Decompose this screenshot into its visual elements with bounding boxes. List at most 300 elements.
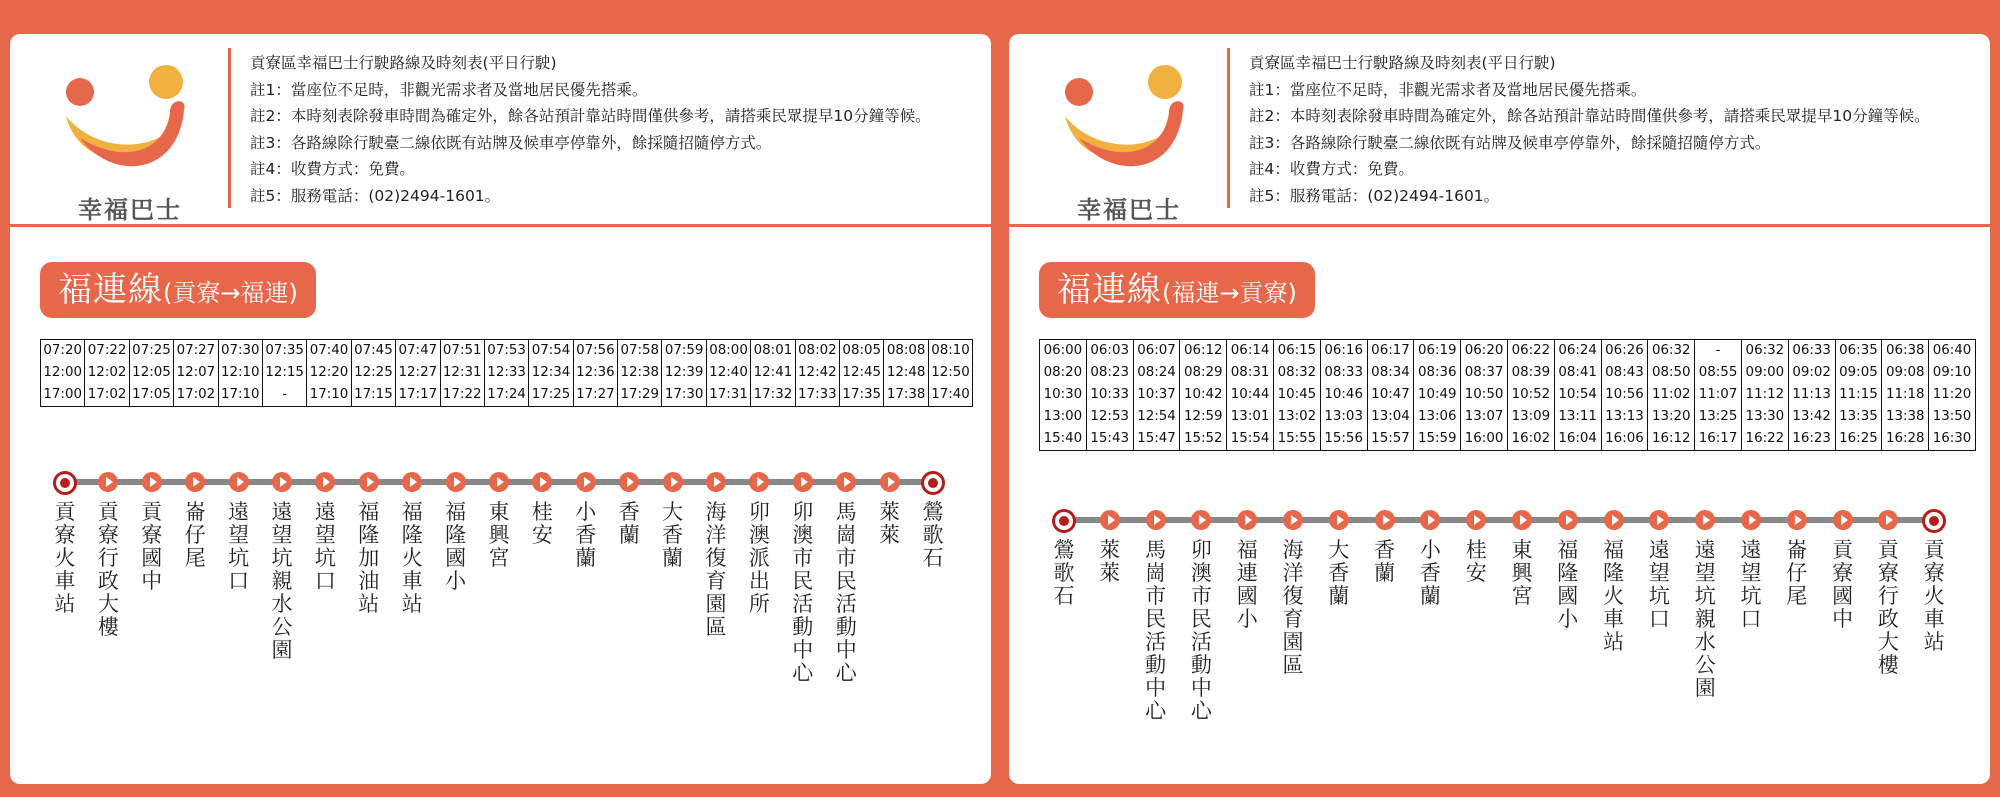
- departure-time: 06:19: [1417, 343, 1457, 358]
- timetable-column: [1835, 340, 1882, 451]
- stop-name: 遠望坑親水公園: [271, 500, 293, 662]
- stop-name: 東興宮: [1511, 538, 1533, 608]
- departure-time: 06:35: [1839, 343, 1878, 358]
- departure-time: 08:50: [1651, 365, 1691, 380]
- note-4: 註4：收費方式：免費。: [250, 160, 415, 179]
- departure-time: 11:12: [1745, 387, 1785, 402]
- stop-name: 海洋復育園區: [705, 500, 727, 639]
- timetable-row: [1040, 340, 1976, 451]
- timetable-column: [618, 340, 662, 407]
- stop-arrow-icon: [1512, 510, 1532, 530]
- stop-name: 福隆火車站: [1603, 538, 1625, 654]
- note-3: 註3：各路線除行駛臺二線依既有站牌及候車亭停靠外，餘採隨招隨停方式。: [250, 133, 772, 152]
- departure-time: 13:04: [1371, 409, 1410, 424]
- departure-time: -: [282, 387, 288, 402]
- departure-time: 13:50: [1932, 409, 1972, 424]
- timetable-column: [218, 340, 262, 407]
- departure-time: 07:30: [220, 343, 260, 358]
- timetable-column: [1180, 340, 1227, 451]
- timetable-column: [840, 340, 884, 407]
- stop-arrow-icon: [576, 472, 596, 492]
- timetable-column: [795, 340, 839, 407]
- departure-time: 17:32: [753, 387, 793, 402]
- departure-time: 10:47: [1371, 387, 1410, 402]
- stop-arrow-icon: [619, 472, 639, 492]
- departure-time: 12:42: [798, 365, 837, 380]
- note-5: 註5：服務電話：(02)2494-1601。: [1249, 186, 1500, 205]
- stop-name: 遠望坑口: [228, 500, 250, 593]
- timetable-column: [573, 340, 617, 407]
- departure-time: 16:02: [1511, 431, 1551, 446]
- departure-time: 12:54: [1137, 409, 1176, 424]
- stop-name: 萊萊: [1099, 538, 1121, 585]
- notes-block: [250, 50, 985, 210]
- stop-name: 貢寮行政大樓: [97, 500, 119, 639]
- timetable-column: [751, 340, 795, 407]
- departure-time: 17:30: [664, 387, 704, 402]
- note-4: 註4：收費方式：免費。: [1249, 160, 1414, 179]
- departure-time: 10:52: [1511, 387, 1551, 402]
- stop-name: 卯澳市民活動中心: [1190, 538, 1212, 723]
- terminal-stop-icon: [921, 471, 945, 495]
- stop-arrow-icon: [706, 472, 726, 492]
- note-2: 註2：本時刻表除發車時間為確定外，餘各站預計靠站時間僅供參考，請搭乘民眾提早10分鐘等候。: [1249, 107, 1930, 126]
- departure-time: 12:02: [87, 365, 127, 380]
- stop-arrow-icon: [1558, 510, 1578, 530]
- departure-time: 13:09: [1511, 409, 1551, 424]
- timetable-column: [307, 340, 351, 407]
- departure-time: 07:58: [620, 343, 660, 358]
- departure-time: 16:06: [1605, 431, 1644, 446]
- departure-time: 08:34: [1371, 365, 1410, 380]
- departure-time: 11:18: [1885, 387, 1925, 402]
- departure-time: 10:56: [1605, 387, 1644, 402]
- timetable: [40, 339, 973, 407]
- stop-name: 福隆加油站: [358, 500, 380, 616]
- departure-time: 13:02: [1277, 409, 1317, 424]
- departure-time: 08:37: [1464, 365, 1504, 380]
- departure-time: 17:05: [132, 387, 171, 402]
- departure-time: 06:15: [1277, 343, 1317, 358]
- departure-time: 10:30: [1043, 387, 1083, 402]
- departure-time: 11:13: [1792, 387, 1831, 402]
- happy-bus-logo: [60, 54, 200, 224]
- stop-arrow-icon: [1375, 510, 1395, 530]
- departure-time: 10:50: [1464, 387, 1504, 402]
- stop-arrow-icon: [663, 472, 683, 492]
- departure-time: 13:25: [1698, 409, 1738, 424]
- departure-time: 15:40: [1043, 431, 1083, 446]
- departure-time: 16:22: [1745, 431, 1785, 446]
- departure-time: 06:20: [1464, 343, 1504, 358]
- stop-name: 萊萊: [879, 500, 901, 547]
- notes-title: 貢寮區幸福巴士行駛路線及時刻表(平日行駛): [250, 54, 557, 72]
- timetable-column: [1601, 340, 1648, 451]
- stop-arrow-icon: [1741, 510, 1761, 530]
- stop-name: 遠望坑親水公園: [1694, 538, 1716, 700]
- departure-time: 10:46: [1324, 387, 1363, 402]
- stop-name: 貢寮火車站: [54, 500, 76, 616]
- timetable-column: [662, 340, 706, 407]
- departure-time: 17:22: [442, 387, 482, 402]
- timetable-column: [129, 340, 173, 407]
- stop-arrow-icon: [142, 472, 162, 492]
- departure-time: 06:33: [1792, 343, 1831, 358]
- departure-time: 08:08: [886, 343, 926, 358]
- departure-time: 13:06: [1417, 409, 1457, 424]
- stop-name: 香蘭: [618, 500, 640, 547]
- smile-logo-icon: [60, 54, 200, 189]
- departure-time: 08:20: [1043, 365, 1083, 380]
- terminal-stop-icon: [1922, 509, 1946, 533]
- departure-time: 17:10: [309, 387, 349, 402]
- departure-time: 07:53: [487, 343, 526, 358]
- stop-arrow-icon: [359, 472, 379, 492]
- departure-time: 15:47: [1137, 431, 1176, 446]
- departure-time: 10:45: [1277, 387, 1317, 402]
- stop-arrow-icon: [315, 472, 335, 492]
- departure-time: 12:33: [487, 365, 526, 380]
- departure-time: 13:42: [1792, 409, 1831, 424]
- timetable-column: [85, 340, 129, 407]
- stop-arrow-icon: [1787, 510, 1807, 530]
- terminal-stop-icon: [53, 471, 77, 495]
- departure-time: 09:00: [1745, 365, 1785, 380]
- stop-name: 貢寮行政大樓: [1877, 538, 1899, 677]
- timetable-column: [1040, 340, 1087, 451]
- departure-time: 17:40: [931, 387, 970, 402]
- stop-arrow-icon: [1649, 510, 1669, 530]
- departure-time: 08:32: [1277, 365, 1317, 380]
- departure-time: 17:29: [620, 387, 660, 402]
- departure-time: 15:56: [1324, 431, 1363, 446]
- departure-time: 12:07: [176, 365, 216, 380]
- departure-time: 06:14: [1230, 343, 1270, 358]
- stop-arrow-icon: [1283, 510, 1303, 530]
- departure-time: 12:39: [664, 365, 704, 380]
- stop-arrow-icon: [446, 472, 466, 492]
- stop-name: 遠望坑口: [314, 500, 336, 593]
- departure-time: 06:32: [1745, 343, 1785, 358]
- route-direction: (福連→貢寮): [1162, 279, 1297, 307]
- stop-arrow-icon: [1466, 510, 1486, 530]
- timetable-column: [396, 340, 440, 407]
- departure-time: 08:39: [1511, 365, 1551, 380]
- stop-arrow-icon: [1695, 510, 1715, 530]
- smile-logo-icon: [1059, 54, 1199, 189]
- departure-time: 13:07: [1464, 409, 1504, 424]
- stop-arrow-icon: [793, 472, 813, 492]
- departure-time: 12:45: [842, 365, 882, 380]
- departure-time: 06:07: [1137, 343, 1176, 358]
- stop-arrow-icon: [1604, 510, 1624, 530]
- departure-time: 08:01: [753, 343, 793, 358]
- departure-time: 16:28: [1885, 431, 1925, 446]
- note-5: 註5：服務電話：(02)2494-1601。: [250, 186, 501, 205]
- departure-time: 16:17: [1698, 431, 1738, 446]
- stop-arrow-icon: [1146, 510, 1166, 530]
- departure-time: 17:33: [798, 387, 837, 402]
- timetable-column: [1367, 340, 1414, 451]
- timetable-column: [1741, 340, 1788, 451]
- departure-time: 08:41: [1558, 365, 1597, 380]
- departure-time: 13:03: [1324, 409, 1363, 424]
- timetable-column: [706, 340, 750, 407]
- timetable-column: [1882, 340, 1929, 451]
- departure-time: 12:36: [576, 365, 615, 380]
- departure-time: 08:02: [798, 343, 837, 358]
- departure-time: 15:43: [1090, 431, 1129, 446]
- route-title-badge: [40, 262, 316, 318]
- stop-arrow-icon: [1100, 510, 1120, 530]
- departure-time: 12:41: [753, 365, 793, 380]
- schedule-panel-return: [1009, 34, 1990, 784]
- timetable-column: [884, 340, 928, 407]
- stop-name: 大香蘭: [662, 500, 684, 570]
- departure-time: 13:30: [1745, 409, 1785, 424]
- timetable-column: [1227, 340, 1274, 451]
- departure-time: 12:05: [132, 365, 171, 380]
- stop-name: 崙仔尾: [1786, 538, 1808, 608]
- departure-time: 16:12: [1651, 431, 1691, 446]
- timetable-column: [174, 340, 218, 407]
- departure-time: 08:33: [1324, 365, 1363, 380]
- departure-time: 12:50: [931, 365, 970, 380]
- header-divider: [1227, 48, 1230, 208]
- stop-name: 桂安: [1465, 538, 1487, 585]
- departure-time: 17:24: [487, 387, 526, 402]
- timetable-column: [41, 340, 85, 407]
- stop-name: 東興宮: [488, 500, 510, 570]
- departure-time: 17:02: [87, 387, 127, 402]
- departure-time: 10:44: [1230, 387, 1270, 402]
- stop-arrow-icon: [272, 472, 292, 492]
- stop-name: 香蘭: [1374, 538, 1396, 585]
- notes-title: 貢寮區幸福巴士行駛路線及時刻表(平日行駛): [1249, 54, 1556, 72]
- timetable-column: [1695, 340, 1742, 451]
- departure-time: 06:12: [1183, 343, 1223, 358]
- departure-time: 13:13: [1605, 409, 1644, 424]
- departure-time: 07:27: [176, 343, 216, 358]
- timetable-column: [1086, 340, 1133, 451]
- departure-time: 12:20: [309, 365, 349, 380]
- departure-time: 17:25: [531, 387, 571, 402]
- departure-time: 08:05: [842, 343, 882, 358]
- departure-time: 07:22: [87, 343, 127, 358]
- stop-name: 福連國小: [1236, 538, 1258, 631]
- departure-time: 17:17: [398, 387, 438, 402]
- departure-time: 12:00: [43, 365, 82, 380]
- stop-name: 小香蘭: [1419, 538, 1441, 608]
- departure-time: 12:53: [1090, 409, 1129, 424]
- route-direction: (貢寮→福連): [163, 279, 298, 307]
- departure-time: 07:54: [531, 343, 571, 358]
- stop-arrow-icon: [185, 472, 205, 492]
- departure-time: 07:35: [265, 343, 304, 358]
- stop-arrow-icon: [1833, 510, 1853, 530]
- route-title-badge: [1039, 262, 1315, 318]
- stop-name: 福隆國小: [445, 500, 467, 593]
- departure-time: 12:10: [220, 365, 260, 380]
- departure-time: 08:31: [1230, 365, 1270, 380]
- stop-name: 鶯歌石: [1053, 538, 1075, 608]
- departure-time: 16:00: [1464, 431, 1504, 446]
- departure-time: 06:26: [1605, 343, 1644, 358]
- departure-time: 06:32: [1651, 343, 1691, 358]
- stop-arrow-icon: [402, 472, 422, 492]
- departure-time: 17:38: [886, 387, 926, 402]
- departure-time: 17:27: [576, 387, 615, 402]
- stop-name: 遠望坑口: [1648, 538, 1670, 631]
- departure-time: 17:00: [43, 387, 82, 402]
- timetable-column: [529, 340, 573, 407]
- departure-time: 08:43: [1605, 365, 1644, 380]
- header-rule: [1009, 224, 1990, 227]
- terminal-stop-icon: [1052, 509, 1076, 533]
- stop-name: 崙仔尾: [184, 500, 206, 570]
- departure-time: 08:24: [1137, 365, 1176, 380]
- timetable-column: [1133, 340, 1180, 451]
- departure-time: 06:00: [1043, 343, 1083, 358]
- departure-time: 13:00: [1043, 409, 1083, 424]
- departure-time: 12:40: [709, 365, 748, 380]
- departure-time: 12:38: [620, 365, 660, 380]
- brand-name: 幸福巴士: [1077, 196, 1181, 224]
- departure-time: 17:15: [354, 387, 393, 402]
- departure-time: 11:07: [1698, 387, 1738, 402]
- departure-time: 07:56: [576, 343, 615, 358]
- note-1: 註1：當座位不足時，非觀光需求者及當地居民優先搭乘。: [250, 80, 648, 99]
- timetable-column: [1929, 340, 1976, 451]
- departure-time: 17:10: [220, 387, 260, 402]
- departure-time: 17:35: [842, 387, 882, 402]
- departure-time: 06:40: [1932, 343, 1972, 358]
- stop-name: 貢寮火車站: [1923, 538, 1945, 654]
- departure-time: 09:05: [1839, 365, 1878, 380]
- departure-time: 06:22: [1511, 343, 1551, 358]
- departure-time: 07:25: [132, 343, 171, 358]
- departure-time: 16:25: [1839, 431, 1878, 446]
- timetable: [1039, 339, 1976, 451]
- departure-time: 08:00: [709, 343, 748, 358]
- departure-time: 12:48: [886, 365, 926, 380]
- departure-time: -: [1715, 343, 1721, 358]
- departure-time: 13:38: [1885, 409, 1925, 424]
- notes-block: [1249, 50, 1984, 210]
- stop-name: 貢寮國中: [141, 500, 163, 593]
- happy-bus-logo: [1059, 54, 1199, 224]
- timetable-column: [1461, 340, 1508, 451]
- departure-time: 16:23: [1792, 431, 1831, 446]
- stop-name: 海洋復育園區: [1282, 538, 1304, 677]
- stop-arrow-icon: [1237, 510, 1257, 530]
- departure-time: 10:37: [1137, 387, 1176, 402]
- note-2: 註2：本時刻表除發車時間為確定外，餘各站預計靠站時間僅供參考，請搭乘民眾提早10分鐘等候。: [250, 107, 931, 126]
- stop-name: 貢寮國中: [1832, 538, 1854, 631]
- departure-time: 07:40: [309, 343, 349, 358]
- panel-header: [1009, 34, 1990, 227]
- route-line: [1009, 509, 1990, 723]
- schedule-panel-outbound: [10, 34, 991, 784]
- timetable-row: [41, 340, 973, 407]
- departure-time: 06:17: [1371, 343, 1410, 358]
- timetable-column: [1414, 340, 1461, 451]
- departure-time: 09:02: [1792, 365, 1831, 380]
- stop-arrow-icon: [98, 472, 118, 492]
- departure-time: 12:59: [1183, 409, 1223, 424]
- departure-time: 17:02: [176, 387, 216, 402]
- stop-name: 遠望坑口: [1740, 538, 1762, 631]
- panel-header: [10, 34, 991, 227]
- stop-name: 卯澳派出所: [748, 500, 770, 616]
- departure-time: 15:54: [1230, 431, 1270, 446]
- departure-time: 08:36: [1417, 365, 1457, 380]
- stop-arrow-icon: [1420, 510, 1440, 530]
- header-divider: [228, 48, 231, 208]
- departure-time: 07:47: [398, 343, 438, 358]
- departure-time: 10:42: [1183, 387, 1223, 402]
- departure-time: 06:24: [1558, 343, 1597, 358]
- departure-time: 13:11: [1558, 409, 1597, 424]
- departure-time: 07:59: [664, 343, 704, 358]
- note-1: 註1：當座位不足時，非觀光需求者及當地居民優先搭乘。: [1249, 80, 1647, 99]
- departure-time: 10:33: [1090, 387, 1129, 402]
- departure-time: 15:59: [1417, 431, 1457, 446]
- route-name: 福連線: [58, 270, 163, 310]
- stop-name: 大香蘭: [1328, 538, 1350, 608]
- stop-name: 馬崗市民活動中心: [835, 500, 857, 685]
- stop-name: 桂安: [531, 500, 553, 547]
- departure-time: 12:15: [265, 365, 304, 380]
- stop-name: 福隆火車站: [401, 500, 423, 616]
- note-3: 註3：各路線除行駛臺二線依既有站牌及候車亭停靠外，餘採隨招隨停方式。: [1249, 133, 1771, 152]
- departure-time: 08:29: [1183, 365, 1223, 380]
- route-line: [10, 471, 991, 685]
- departure-time: 17:31: [709, 387, 748, 402]
- stop-name: 馬崗市民活動中心: [1145, 538, 1167, 723]
- timetable-column: [1554, 340, 1601, 451]
- departure-time: 08:55: [1698, 365, 1738, 380]
- departure-time: 13:35: [1839, 409, 1878, 424]
- header-rule: [10, 224, 991, 227]
- timetable-column: [1648, 340, 1695, 451]
- timetable-column: [440, 340, 484, 407]
- departure-time: 06:38: [1885, 343, 1925, 358]
- departure-time: 10:54: [1558, 387, 1597, 402]
- departure-time: 16:04: [1558, 431, 1597, 446]
- departure-time: 16:30: [1932, 431, 1972, 446]
- departure-time: 15:52: [1183, 431, 1223, 446]
- timetable-column: [928, 340, 972, 407]
- stop-arrow-icon: [749, 472, 769, 492]
- departure-time: 13:01: [1230, 409, 1270, 424]
- stop-arrow-icon: [880, 472, 900, 492]
- departure-time: 12:27: [398, 365, 438, 380]
- timetable-column: [1788, 340, 1835, 451]
- departure-time: 10:49: [1417, 387, 1457, 402]
- departure-time: 12:25: [354, 365, 393, 380]
- departure-time: 09:10: [1932, 365, 1972, 380]
- stop-arrow-icon: [1329, 510, 1349, 530]
- stop-arrow-icon: [229, 472, 249, 492]
- route-name: 福連線: [1057, 270, 1162, 310]
- stop-arrow-icon: [532, 472, 552, 492]
- departure-time: 08:10: [931, 343, 970, 358]
- stop-name: 鶯歌石: [922, 500, 944, 570]
- stop-arrow-icon: [836, 472, 856, 492]
- departure-time: 07:51: [442, 343, 482, 358]
- departure-time: 12:31: [442, 365, 482, 380]
